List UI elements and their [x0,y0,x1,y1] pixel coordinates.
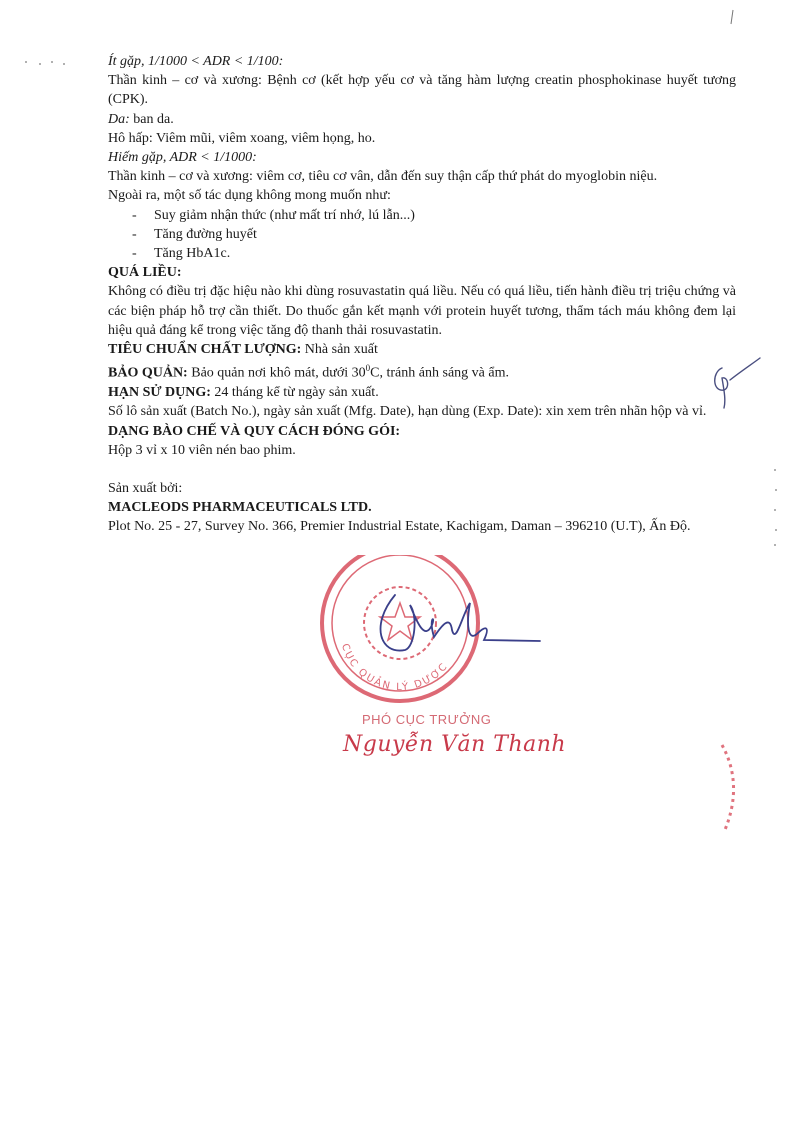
company-name: MACLEODS PHARMACEUTICALS LTD. [108,500,372,516]
dosage-form-heading: DẠNG BÀO CHẾ VÀ QUY CÁCH ĐÓNG GÓI: [108,423,401,439]
overdose-heading: QUÁ LIỀU: [108,265,182,281]
stamp-seal [322,555,478,701]
dosage-form-text: Hộp 3 vỉ x 10 viên nén bao phim. [108,442,296,458]
bullet-dash: - [132,226,137,242]
list-item-text: Suy giảm nhận thức (như mất trí nhớ, lú lẫn...) [154,207,415,223]
other-effects-intro: Ngoài ra, một số tác dụng không mong muốn như: [108,188,391,204]
storage-value-end: C, tránh ánh sáng và ẩm. [370,365,509,381]
storage-label: BẢO QUẢN: [108,365,188,381]
company-address: Plot No. 25 - 27, Survey No. 366, Premier Industrial Estate, Kachigam, Daman – 396210 (U.T), Ấn Độ. [108,519,691,535]
rare-frequency-heading: Ít gặp, 1/1000 < ADR < 1/100: [108,54,284,69]
signatory-title: PHÓ CỤC TRƯỞNG [362,712,492,727]
list-item-text: Tăng đường huyết [154,226,257,242]
very-rare-musculoskeletal-text: Thần kinh – cơ và xương: viêm cơ, tiêu cơ vân, dẫn đến suy thận cấp thứ phát do myoglobin niệu. [108,169,658,185]
rare-musculoskeletal-text: Thần kinh – cơ và xương: Bệnh cơ (kết hợp yếu cơ và tăng hàm lượng creatin phosphokinase huyết tương (CPK). [108,73,736,108]
stamp-edge-fragment [722,745,734,832]
edge-mark [731,10,733,24]
batch-info-text: Số lô sản xuất (Batch No.), ngày sản xuất (Mfg. Date), hạn dùng (Exp. Date): xin xem trên nhãn hộp và vỉ. [108,404,707,420]
skin-text: ban da. [129,111,174,127]
overdose-text: Không có điều trị đặc hiệu nào khi dùng rosuvastatin quá liều. Nếu có quá liều, tiến hành điều trị triệu chứng và các biện pháp hỗ trợ cần thiết. Do thuốc gắn kết mạnh với protein huyết tương, thẩm tách máu không đem lại hiệu quả đáng kể trong việc tăng độ thanh thải rosuvastatin. [108,284,736,338]
storage-line [108,359,736,383]
list-item [108,206,736,225]
bullet-dash: - [132,246,137,262]
quality-standard-line [108,340,736,359]
other-effects-list [108,206,736,264]
shelf-life-line [108,383,736,402]
signatory-name: Nguyễn Văn Thanh [343,732,567,757]
degree-superscript: 0 [365,363,371,374]
very-rare-frequency-heading: Hiếm gặp, ADR < 1/1000: [108,150,257,166]
shelf-life-value: 24 tháng kể từ ngày sản xuất. [210,385,379,401]
stamp-text: CỤC QUẢN LÝ DƯỢC [338,642,451,694]
list-item-text: Tăng HbA1c. [154,246,231,262]
quality-value: Nhà sản xuất [301,342,378,358]
quality-label: TIÊU CHUẨN CHẤT LƯỢNG: [108,342,302,358]
skin-label: Da: [108,111,130,127]
handwritten-signature [381,595,540,651]
skin-line [108,110,736,129]
list-item [108,225,736,244]
manufactured-by-label: Sản xuất bởi: [108,480,183,496]
respiratory-text: Hô hấp: Viêm mũi, viêm xoang, viêm họng, ho. [108,130,376,146]
official-stamp [300,555,550,705]
document-body [108,52,736,537]
list-item [108,244,736,263]
bullet-dash: - [132,207,137,223]
shelf-life-label: HẠN SỬ DỤNG: [108,385,211,401]
spacer [108,460,736,479]
storage-value: Bảo quản nơi khô mát, dưới 30 [187,365,366,381]
